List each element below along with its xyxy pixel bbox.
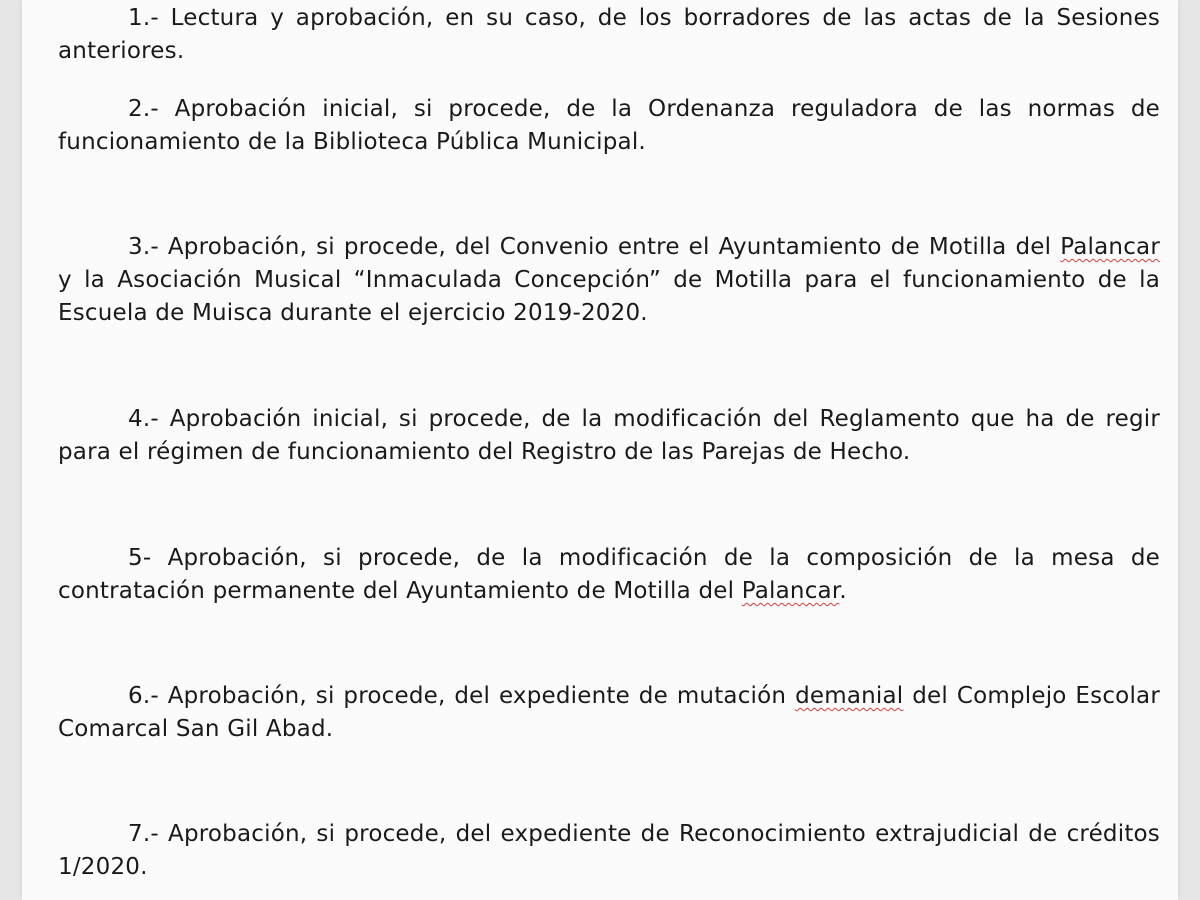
misspelled-word[interactable]: demanial xyxy=(795,683,904,709)
agenda-item-2: 2.- Aprobación inicial, si procede, de la Ordenanza reguladora de las normas de funcionamiento de la Biblioteca Pública Municipal. xyxy=(58,96,1160,155)
agenda-item-3: 3.- Aprobación, si procede, del Convenio entre el Ayuntamiento de Motilla del Palancar y la Asociación Musical “Inmaculada Concepción” de Motilla para el funcionamiento de la Escuela de Muisca durante el ejercicio 2019-2020. xyxy=(58,234,1160,326)
agenda-item-7: 7.- Aprobación, si procede, del expediente de Reconocimiento extrajudicial de créditos 1/2020. xyxy=(58,821,1160,880)
misspelled-word[interactable]: Palancar xyxy=(1060,234,1160,260)
misspelled-word[interactable]: Palancar xyxy=(741,578,840,604)
agenda-item-4: 4.- Aprobación inicial, si procede, de la modificación del Reglamento que ha de regir para el régimen de funcionamiento del Registro de las Parejas de Hecho. xyxy=(58,406,1160,465)
document-page xyxy=(22,0,1178,900)
agenda-item-1: 1.- Lectura y aprobación, en su caso, de los borradores de las actas de la Sesiones anteriores. xyxy=(58,5,1160,64)
agenda-item-6: 6.- Aprobación, si procede, del expediente de mutación demanial del Complejo Escolar Comarcal San Gil Abad. xyxy=(58,683,1160,742)
agenda-item-5: 5- Aprobación, si procede, de la modificación de la composición de la mesa de contratación permanente del Ayuntamiento de Motilla del Palancar. xyxy=(58,545,1160,604)
